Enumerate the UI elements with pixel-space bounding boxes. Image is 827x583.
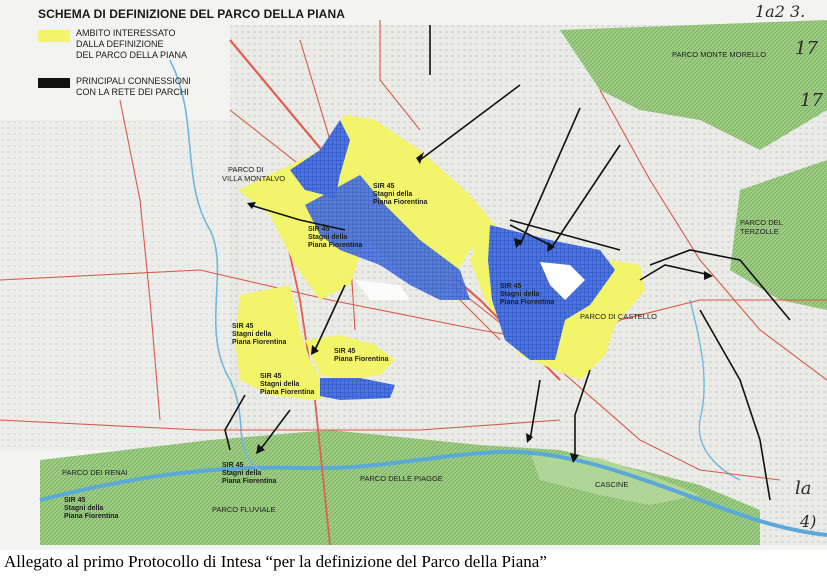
map-title: SCHEMA DI DEFINIZIONE DEL PARCO DELLA PIANA (38, 7, 345, 21)
sir-label-2-line-3: Piana Fiorentina (308, 242, 363, 249)
sir-label-1-line-1: SIR 45 (373, 183, 395, 190)
label-parco-piagge: PARCO DELLE PIAGGE (360, 474, 443, 483)
sir-label-5 (334, 348, 388, 364)
handwritten-mark-1: 17 (795, 38, 818, 59)
legend-black-line-2: CON LA RETE DEI PARCHI (76, 87, 189, 97)
sir-label-3-line-1: SIR 45 (500, 283, 522, 290)
sir-label-4-line-1: SIR 45 (232, 323, 254, 330)
legend-swatch-yellow (38, 30, 70, 42)
label-parco-monte-morello: PARCO MONTE MORELLO (672, 50, 767, 59)
handwritten-mark-3: la (795, 478, 812, 499)
sir-label-8-line-1: SIR 45 (64, 497, 86, 504)
label-parco-renai: PARCO DEI RENAI (62, 468, 128, 477)
sir-label-8 (64, 497, 118, 521)
sir-label-2 (308, 226, 362, 250)
urban-area-west (0, 120, 240, 450)
label-terzolle-line-1: PARCO DEL (740, 218, 783, 227)
sir-label-4-line-3: Piana Fiorentina (232, 339, 287, 346)
label-villa-montalvo-line-1: PARCO DI (228, 165, 264, 174)
label-villa-montalvo-line-2: VILLA MONTALVO (222, 174, 286, 183)
sir-label-7-line-3: Piana Fiorentina (222, 478, 277, 485)
legend-black-text (76, 76, 191, 98)
sir-label-6-line-2: Stagni della (260, 381, 300, 388)
sir-label-3 (500, 283, 554, 307)
sir-label-3-line-2: Stagni della (500, 291, 540, 298)
handwritten-mark-4: 4) (800, 512, 817, 531)
label-parco-fluviale: PARCO FLUVIALE (212, 505, 276, 514)
sir-label-4 (232, 323, 286, 347)
sir-label-2-line-2: Stagni della (308, 234, 348, 241)
sir-label-5-line-2: Piana Fiorentina (334, 356, 389, 363)
sir-label-7 (222, 462, 276, 486)
legend-yellow-line-3: DEL PARCO DELLA PIANA (76, 50, 188, 60)
label-parco-villa-montalvo (222, 165, 285, 183)
sir-label-2-line-1: SIR 45 (308, 226, 330, 233)
legend-yellow-text (76, 28, 187, 61)
label-parco-terzolle (740, 218, 783, 236)
label-parco-castello: PARCO DI CASTELLO (580, 312, 657, 321)
legend-black-line-1: PRINCIPALI CONNESSIONI (76, 76, 191, 86)
sir-label-7-line-1: SIR 45 (222, 462, 244, 469)
caption: Allegato al primo Protocollo di Intesa “per la definizione del Parco della Piana” (4, 552, 547, 571)
sir-label-1-line-2: Stagni della (373, 191, 413, 198)
sir-label-7-line-2: Stagni della (222, 470, 262, 477)
sir-label-1 (373, 183, 427, 207)
sir-label-4-line-2: Stagni della (232, 331, 272, 338)
legend-swatch-black (38, 78, 70, 88)
sir-label-8-line-3: Piana Fiorentina (64, 513, 119, 520)
legend-yellow-line-2: DALLA DEFINIZIONE (76, 39, 164, 49)
sir-label-8-line-2: Stagni della (64, 505, 104, 512)
sir-label-6-line-1: SIR 45 (260, 373, 282, 380)
sir-label-1-line-3: Piana Fiorentina (373, 199, 428, 206)
sir-label-5-line-1: SIR 45 (334, 348, 356, 355)
label-terzolle-line-2: TERZOLLE (740, 227, 779, 236)
legend-yellow-line-1: AMBITO INTERESSATO (76, 28, 176, 38)
sir-label-3-line-3: Piana Fiorentina (500, 299, 555, 306)
sir-label-6 (260, 373, 314, 397)
handwritten-page-number: 1a2 3. (755, 2, 806, 21)
label-cascine: CASCINE (595, 480, 629, 489)
handwritten-mark-2: 17 (800, 90, 823, 111)
sir-label-6-line-3: Piana Fiorentina (260, 389, 315, 396)
